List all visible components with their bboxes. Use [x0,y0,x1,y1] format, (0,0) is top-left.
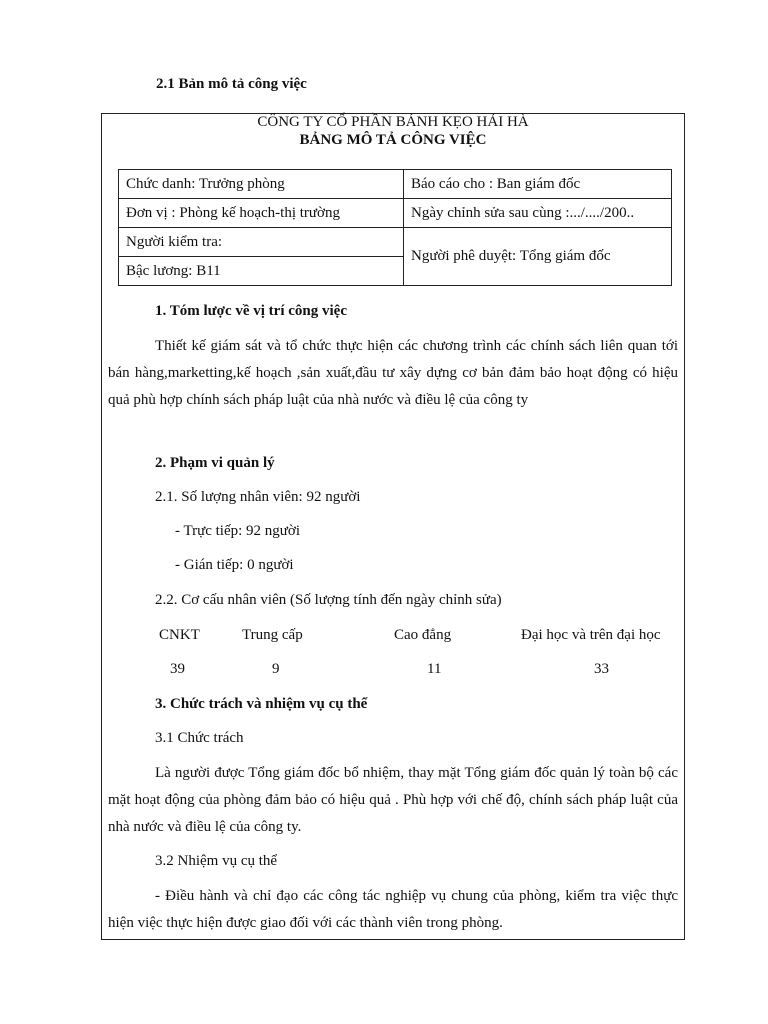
salary-grade-cell: Bậc lương: B11 [119,257,404,286]
document-title: BẢNG MÔ TẢ CÔNG VIỆC [299,132,487,148]
s3-sub2: 3.2 Nhiệm vụ cụ thể [155,853,278,869]
stat-label: CNKT [159,627,200,643]
department-cell: Đơn vị : Phòng kế hoạch-thị trường [119,199,404,228]
approver-cell: Người phê duyệt: Tổng giám đốc [404,228,672,286]
table-row [119,228,672,257]
s3-body1: Là người được Tổng giám đốc bổ nhiệm, thay mặt Tổng giám đốc quản lý toàn bộ các mặt hoạt động của phòng đảm bảo có hiệu quả . Phù hợp với chế độ, chính sách pháp luật của nhà nước và điều lệ của công ty. [108,765,678,835]
s3-body2: - Điều hành và chỉ đạo các công tác nghiệp vụ chung của phòng, kiểm tra việc thực hiện việc thực hiện được giao đối với các thành viên trong phòng. [108,888,678,931]
s1-body: Thiết kế giám sát và tổ chức thực hiện các chương trình các chính sách liên quan tới bán hàng,marketting,kế hoạch ,sản xuất,đầu tư xây dựng cơ bản đảm bảo hoạt động có hiệu quả phù hợp chính sách pháp luật của nhà nước và điều lệ của công ty [108,338,678,408]
section-heading: 2.1 Bản mô tả công việc [156,76,307,92]
stat-value: 11 [427,661,442,677]
stat-value: 39 [170,661,185,677]
company-name: CÔNG TY CỔ PHẦN BÁNH KẸO HẢI HÀ [257,114,529,130]
reviewer-cell: Người kiểm tra: [119,228,404,257]
s1-heading: 1. Tóm lược về vị trí công việc [155,303,347,319]
s3-sub1: 3.1 Chức trách [155,730,244,746]
stat-label: Đại học và trên đại học [521,627,661,643]
direct-staff: - Trực tiếp: 92 người [175,523,301,539]
indirect-staff: - Gián tiếp: 0 người [175,557,294,573]
last-edited-cell: Ngày chỉnh sửa sau cùng :.../..../200.. [404,199,672,228]
job-description-frame [101,113,685,940]
stat-label: Trung cấp [242,627,303,643]
reports-to-cell: Báo cáo cho : Ban giám đốc [404,170,672,199]
s2-heading: 2. Phạm vi quản lý [155,455,275,471]
table-row [119,199,672,228]
s3-heading: 3. Chức trách và nhiệm vụ cụ thể [155,696,368,712]
staff-structure: 2.2. Cơ cấu nhân viên (Số lượng tính đến ngày chỉnh sửa) [155,592,502,608]
info-table [118,169,672,286]
staff-count: 2.1. Số lượng nhân viên: 92 người [155,489,361,505]
stat-label: Cao đẳng [394,627,452,643]
stat-value: 33 [594,661,609,677]
stat-value: 9 [272,661,280,677]
job-title-cell: Chức danh: Trưởng phòng [119,170,404,199]
table-row [119,170,672,199]
